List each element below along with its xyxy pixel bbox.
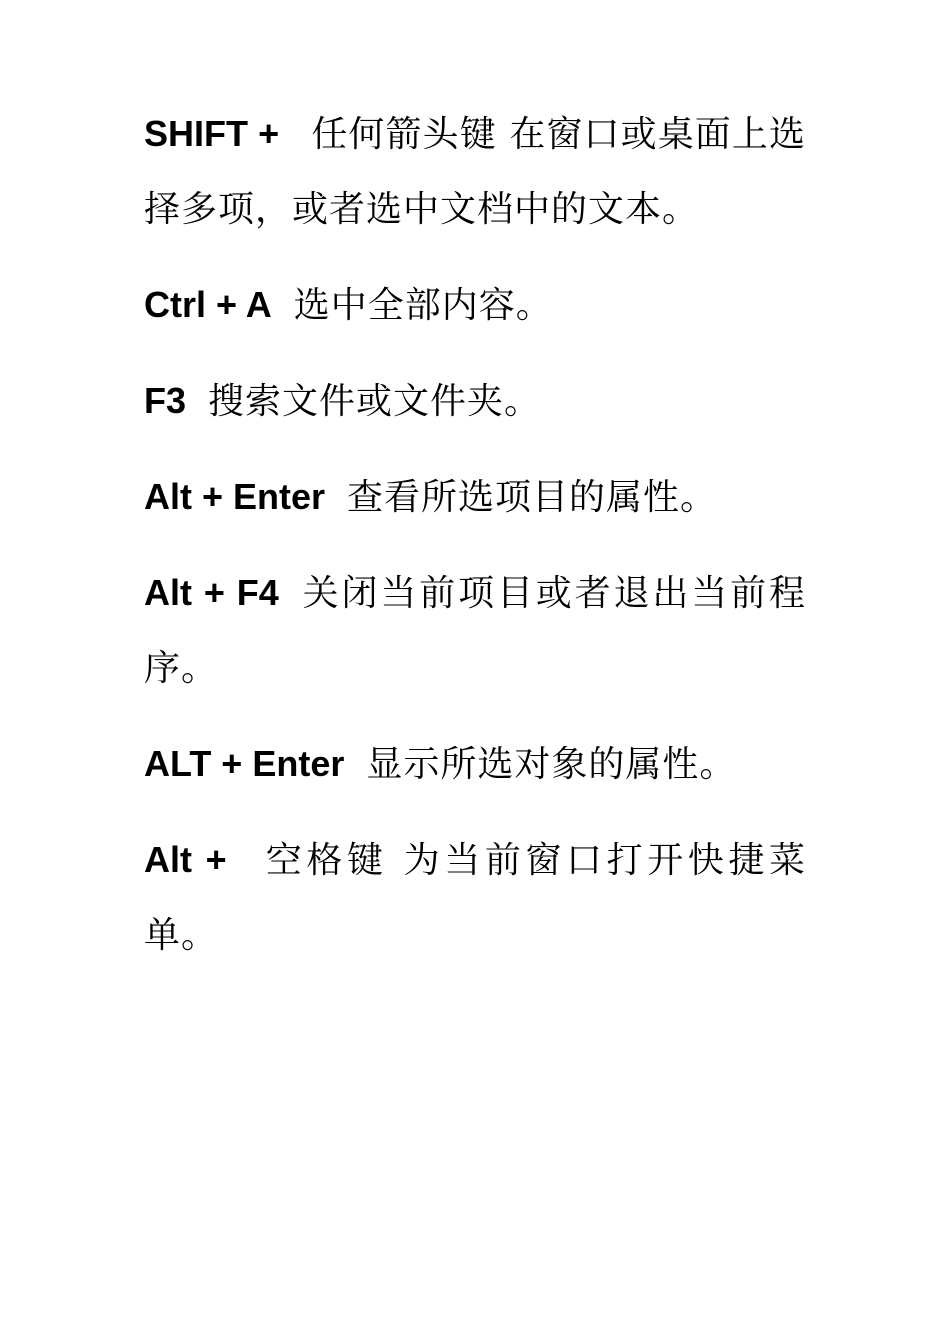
shortcut-description: 查看所选项目的属性。 bbox=[347, 477, 718, 518]
shortcut-keys: Ctrl + A bbox=[144, 284, 272, 325]
shortcut-keys: SHIFT + bbox=[144, 113, 290, 154]
shortcut-description: 选中全部内容。 bbox=[293, 285, 553, 326]
shortcut-description: 任何箭头键 在窗口或桌面上选择多项，或者选中文档中的文本。 bbox=[144, 114, 806, 230]
shortcut-description: 空格键 为当前窗口打开快捷菜单。 bbox=[144, 840, 807, 956]
shortcut-entry-f3 bbox=[144, 363, 806, 439]
shortcut-entry-shift-arrow bbox=[144, 96, 806, 247]
shortcut-keys: Alt + F4 bbox=[144, 572, 279, 613]
shortcut-description: 关闭当前项目或者退出当前程序。 bbox=[144, 573, 806, 689]
shortcut-entry-alt-enter bbox=[144, 459, 806, 535]
shortcut-document bbox=[144, 96, 806, 993]
shortcut-entry-alt-space bbox=[144, 822, 806, 973]
shortcut-description: 搜索文件或文件夹。 bbox=[208, 381, 542, 422]
shortcut-entry-alt-f4 bbox=[144, 555, 806, 706]
shortcut-keys: Alt + Enter bbox=[144, 476, 326, 517]
shortcut-keys: F3 bbox=[144, 380, 187, 421]
shortcut-entry-alt-enter-upper bbox=[144, 726, 806, 802]
shortcut-keys: Alt + bbox=[144, 839, 241, 880]
shortcut-entry-ctrl-a bbox=[144, 267, 806, 343]
shortcut-keys: ALT + Enter bbox=[144, 743, 345, 784]
shortcut-description: 显示所选对象的属性。 bbox=[366, 744, 737, 785]
